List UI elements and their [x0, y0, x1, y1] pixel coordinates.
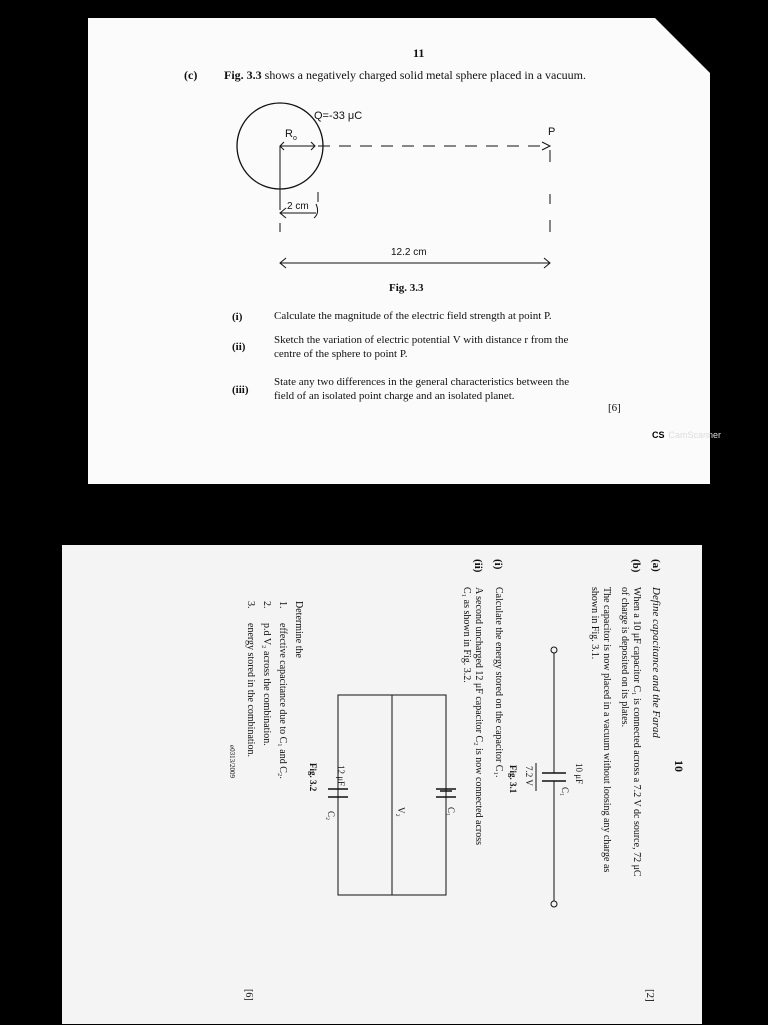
fig31-caption: Fig. 3.1 [508, 765, 518, 794]
item-1-num: 1. [277, 601, 288, 609]
sphere-diagram [88, 98, 710, 298]
a-label: (a) [650, 559, 662, 572]
fig-caption: Fig. 3.3 [389, 282, 424, 294]
fig32-c1-label: C₁ [446, 807, 456, 817]
b-line1: When a 10 μF capacitor C₁ is connected across a 7.2 V dc source, 72 μC [631, 587, 642, 877]
fig-ref: Fig. 3.3 [224, 68, 262, 82]
q-iii-num: (iii) [232, 384, 249, 396]
bi-text: Calculate the energy stored on the capacitor C₁. [493, 587, 504, 778]
q-i-num: (i) [232, 311, 243, 323]
b-label: (b) [630, 559, 642, 573]
q-iii-line2: field of an isolated point charge and an isolated planet. [274, 390, 515, 402]
fig32-caption: Fig. 3.2 [308, 763, 318, 792]
fig32-c2-label: C₂ [326, 811, 336, 821]
fig-3-2-circuit [326, 685, 456, 905]
footer-code: e0313/2009 [228, 745, 236, 779]
b-line4: shown in Fig. 3.1. [589, 587, 600, 660]
item-2-num: 2. [261, 601, 272, 609]
q-ii-num: (ii) [232, 341, 246, 353]
bii-line1: A second uncharged 12 μF capacitor C₂ is now connected across [473, 587, 484, 846]
intro-text [224, 68, 586, 82]
q-i-text: Calculate the magnitude of the electric field strength at point P. [274, 310, 552, 322]
page2-number: 10 [672, 760, 686, 772]
a-marks: [2] [644, 989, 656, 1002]
bii-line2: C₁ as shown in Fig. 3.2. [461, 587, 472, 683]
fig32-v-label: V₂ [396, 807, 406, 817]
exam-page-10 [62, 545, 702, 1024]
exam-page-11 [88, 18, 710, 484]
q-iii-line1: State any two differences in the general characteristics between the [274, 376, 570, 388]
bi-num: (i) [492, 559, 504, 570]
b-line2: of charge is deposited on its plates. [619, 587, 630, 728]
fig31-v-label: 7.2 V [524, 766, 534, 786]
page2-marks: [6] [243, 989, 254, 1001]
intro-rest: shows a negatively charged solid metal sphere placed in a vacuum. [261, 68, 587, 82]
determine-text: Determine the [293, 601, 304, 658]
item-2-text: p.d V₂ across the combination. [261, 623, 272, 746]
fig31-c-label: C₁ [560, 787, 570, 797]
large-dim-label: 12.2 cm [391, 247, 427, 258]
camscanner-watermark: CS CamScanner [652, 430, 722, 440]
q-ii-line1: Sketch the variation of electric potential V with distance r from the [274, 334, 569, 346]
item-3-text: energy stored in the combination. [245, 623, 256, 757]
charge-label: Q=-33 μC [314, 110, 363, 122]
item-1-text: effective capacitance due to C₁ and C₂. [277, 623, 288, 779]
b-line3: The capacitor is now placed in a vacuum without loosing any charge as [601, 587, 612, 873]
page-number: 11 [413, 46, 425, 60]
item-3-num: 3. [245, 601, 256, 609]
small-dim-label: 2 cm [287, 201, 309, 212]
q-ii-line2: centre of the sphere to point P. [274, 348, 408, 360]
marks-label: [6] [608, 402, 621, 414]
part-label: (c) [184, 68, 198, 82]
a-text: Define capacitance and the Farad [650, 587, 662, 738]
fig32-cap2-label: 12 μF [336, 765, 346, 787]
fig31-cap-label: 10 μF [574, 763, 584, 785]
point-p-label: P [548, 126, 556, 138]
radius-label: $R_o$ [285, 128, 297, 143]
bii-num: (ii) [472, 559, 484, 573]
rotated-content [62, 545, 702, 1025]
